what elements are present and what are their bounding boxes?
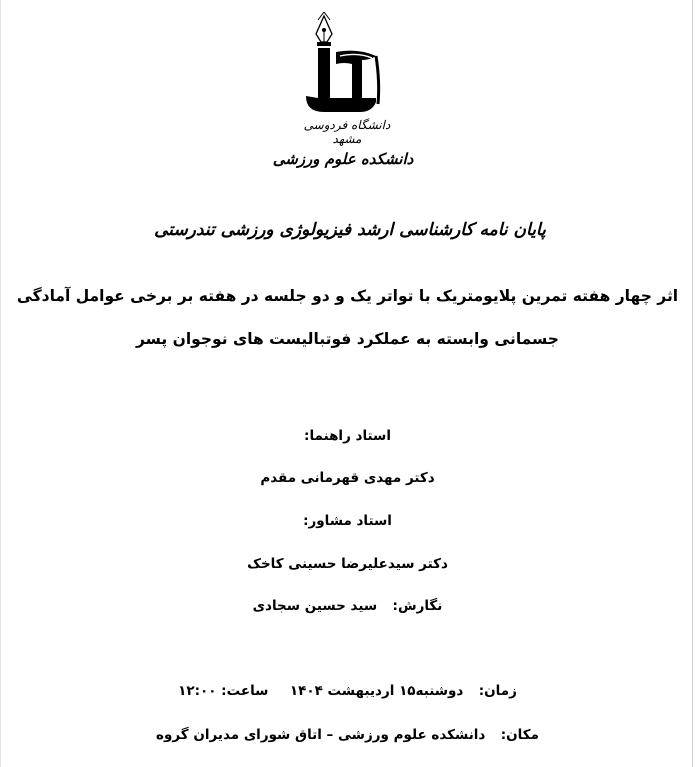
- pen-nib-icon: [316, 12, 332, 46]
- author-line: [0, 598, 695, 614]
- supervisor-name: دکتر مهدی قهرمانی مقدم: [260, 470, 435, 486]
- defense-time-line: [0, 683, 695, 699]
- hour-label: ساعت:: [221, 683, 269, 699]
- defense-date: دوشنبه۱۵ اردیبهشت ۱۴۰۴: [289, 683, 464, 699]
- time-label: زمان:: [478, 683, 517, 699]
- logo-base: [306, 96, 376, 112]
- author-label: نگارش:: [392, 598, 443, 614]
- advisor-label: استاد مشاور:: [303, 513, 392, 529]
- author-name: سید حسین سجادی: [252, 598, 378, 614]
- thesis-type: پایان نامه کارشناسی ارشد فیزیولوژی ورزشی تندرستی: [154, 220, 546, 240]
- place-label: مکان:: [500, 727, 539, 743]
- page-left-edge: [0, 0, 1, 767]
- thesis-title-line-2: جسمانی وابسته به عملکرد فوتبالیست های نوجوان پسر: [136, 330, 559, 348]
- page-right-edge: [692, 0, 693, 767]
- defense-hour: ۱۲:۰۰: [178, 683, 217, 699]
- advisor-name: دکتر سیدعلیرضا حسینی کاخک: [247, 556, 448, 572]
- defense-place: دانشکده علوم ورزشی – اتاق شورای مدیران گروه: [156, 727, 486, 743]
- university-logo: [296, 12, 392, 124]
- university-name: دانشگاه فردوسی مشهد: [303, 118, 391, 146]
- thesis-title-line-1: اثر چهار هفته تمرین پلایومتریک با تواتر یک و دو جلسه در هفته بر برخی عوامل آمادگی: [16, 287, 679, 305]
- faculty-name: دانشکده علوم ورزشی: [272, 150, 414, 168]
- logo-pillar: [318, 48, 330, 98]
- defense-place-line: [0, 727, 695, 743]
- supervisor-label: استاد راهنما:: [304, 428, 391, 444]
